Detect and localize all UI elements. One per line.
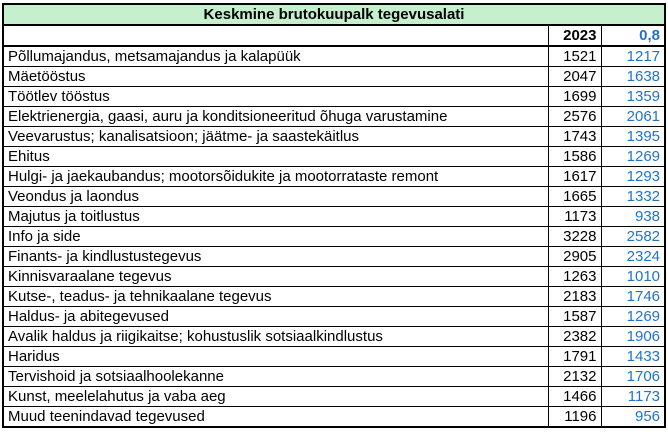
row-calc-cell[interactable]: 956 (601, 407, 665, 428)
table-row (3, 287, 665, 307)
row-value-cell[interactable]: 1196 (548, 407, 601, 428)
row-calc-cell[interactable]: 1293 (601, 167, 665, 187)
row-calc-cell[interactable]: 2582 (601, 227, 665, 247)
row-value-cell[interactable]: 2132 (548, 367, 601, 387)
row-label-cell[interactable]: Avalik haldus ja riigikaitse; kohustuslik sotsiaalkindlustus (3, 327, 548, 347)
row-calc-cell[interactable]: 1906 (601, 327, 665, 347)
row-value-cell[interactable]: 1665 (548, 187, 601, 207)
salary-table (2, 3, 666, 428)
row-value-cell[interactable]: 1521 (548, 46, 601, 67)
row-value-cell[interactable]: 1743 (548, 127, 601, 147)
header-label-cell[interactable] (3, 25, 548, 46)
row-calc-cell[interactable]: 938 (601, 207, 665, 227)
row-value-cell[interactable]: 2905 (548, 247, 601, 267)
table-row (3, 87, 665, 107)
table-row (3, 327, 665, 347)
header-year-cell[interactable]: 2023 (548, 25, 601, 46)
table-row (3, 207, 665, 227)
row-label-cell[interactable]: Töötlev tööstus (3, 87, 548, 107)
row-calc-cell[interactable]: 1010 (601, 267, 665, 287)
row-label-cell[interactable]: Elektrienergia, gaasi, auru ja konditsioneeritud õhuga varustamine (3, 107, 548, 127)
row-value-cell[interactable]: 2183 (548, 287, 601, 307)
row-label-cell[interactable]: Tervishoid ja sotsiaalhoolekanne (3, 367, 548, 387)
row-label-cell[interactable]: Põllumajandus, metsamajandus ja kalapüük (3, 46, 548, 67)
row-calc-cell[interactable]: 2324 (601, 247, 665, 267)
table-row (3, 267, 665, 287)
row-calc-cell[interactable]: 1746 (601, 287, 665, 307)
row-value-cell[interactable]: 1173 (548, 207, 601, 227)
row-label-cell[interactable]: Kutse-, teadus- ja tehnikaalane tegevus (3, 287, 548, 307)
row-label-cell[interactable]: Hulgi- ja jaekaubandus; mootorsõidukite ja mootorrataste remont (3, 167, 548, 187)
row-calc-cell[interactable]: 1706 (601, 367, 665, 387)
table-row (3, 67, 665, 87)
row-label-cell[interactable]: Haridus (3, 347, 548, 367)
table-row (3, 147, 665, 167)
table-row (3, 46, 665, 67)
row-value-cell[interactable]: 2047 (548, 67, 601, 87)
row-label-cell[interactable]: Veondus ja laondus (3, 187, 548, 207)
row-calc-cell[interactable]: 1332 (601, 187, 665, 207)
row-value-cell[interactable]: 1699 (548, 87, 601, 107)
table-row (3, 367, 665, 387)
table-row (3, 187, 665, 207)
row-value-cell[interactable]: 1791 (548, 347, 601, 367)
row-label-cell[interactable]: Veevarustus; kanalisatsioon; jäätme- ja saastekäitlus (3, 127, 548, 147)
table-row (3, 307, 665, 327)
table-row (3, 347, 665, 367)
table-body (3, 4, 665, 427)
row-value-cell[interactable]: 3228 (548, 227, 601, 247)
row-value-cell[interactable]: 1586 (548, 147, 601, 167)
row-label-cell[interactable]: Ehitus (3, 147, 548, 167)
row-label-cell[interactable]: Haldus- ja abitegevused (3, 307, 548, 327)
row-calc-cell[interactable]: 1269 (601, 147, 665, 167)
table-row (3, 247, 665, 267)
table-row (3, 127, 665, 147)
row-label-cell[interactable]: Kunst, meelelahutus ja vaba aeg (3, 387, 548, 407)
table-row (3, 407, 665, 428)
table-row (3, 167, 665, 187)
row-value-cell[interactable]: 2576 (548, 107, 601, 127)
title-row (3, 4, 665, 25)
row-label-cell[interactable]: Muud teenindavad tegevused (3, 407, 548, 428)
row-calc-cell[interactable]: 2061 (601, 107, 665, 127)
row-value-cell[interactable]: 1587 (548, 307, 601, 327)
row-label-cell[interactable]: Majutus ja toitlustus (3, 207, 548, 227)
table-row (3, 107, 665, 127)
table-title[interactable]: Keskmine brutokuupalk tegevusalati (3, 4, 665, 25)
table-row (3, 227, 665, 247)
row-value-cell[interactable]: 1466 (548, 387, 601, 407)
row-label-cell[interactable]: Kinnisvaraalane tegevus (3, 267, 548, 287)
row-value-cell[interactable]: 1263 (548, 267, 601, 287)
table-row (3, 387, 665, 407)
row-calc-cell[interactable]: 1173 (601, 387, 665, 407)
header-factor-cell[interactable]: 0,8 (601, 25, 665, 46)
row-calc-cell[interactable]: 1217 (601, 46, 665, 67)
row-label-cell[interactable]: Info ja side (3, 227, 548, 247)
row-label-cell[interactable]: Mäetööstus (3, 67, 548, 87)
row-calc-cell[interactable]: 1638 (601, 67, 665, 87)
row-calc-cell[interactable]: 1395 (601, 127, 665, 147)
row-calc-cell[interactable]: 1433 (601, 347, 665, 367)
row-value-cell[interactable]: 1617 (548, 167, 601, 187)
row-label-cell[interactable]: Finants- ja kindlustustegevus (3, 247, 548, 267)
row-value-cell[interactable]: 2382 (548, 327, 601, 347)
row-calc-cell[interactable]: 1269 (601, 307, 665, 327)
header-row (3, 25, 665, 46)
row-calc-cell[interactable]: 1359 (601, 87, 665, 107)
